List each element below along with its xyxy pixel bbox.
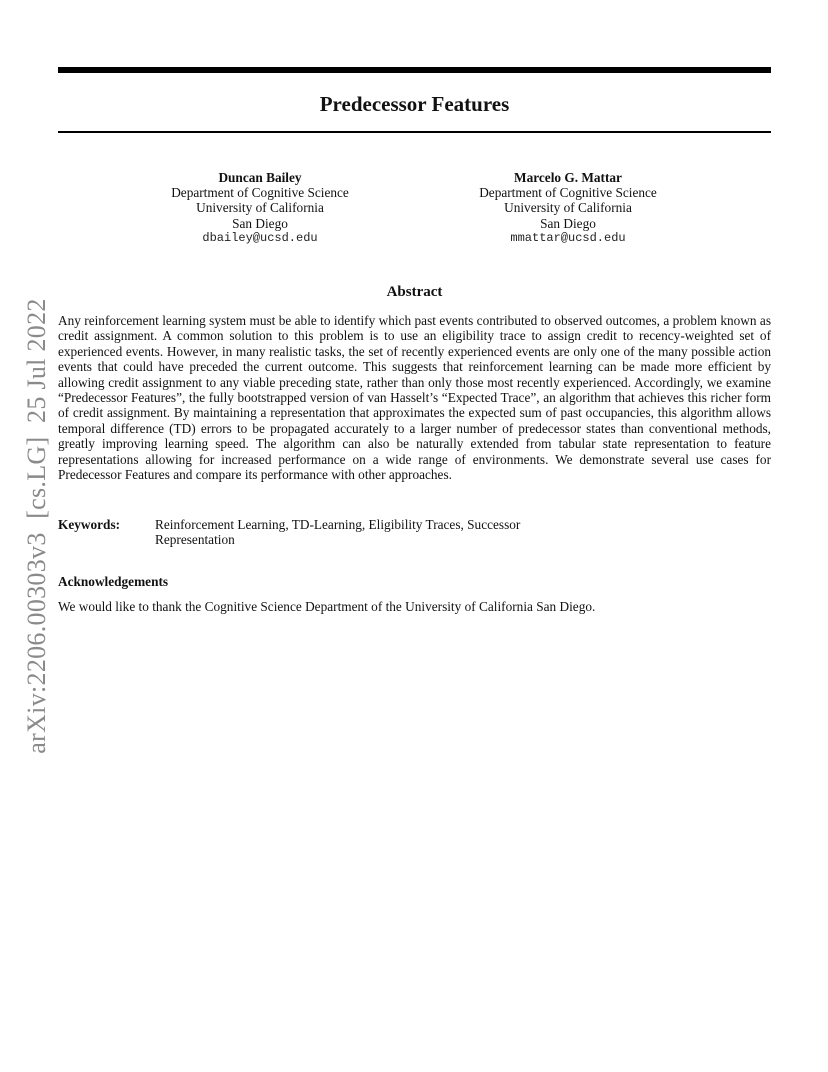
arxiv-identifier-stamp: arXiv:2206.00303v3 [cs.LG] 25 Jul 2022: [22, 298, 51, 754]
acknowledgements-heading: Acknowledgements: [58, 574, 169, 589]
author-block-2: [438, 170, 698, 246]
abstract-heading: Abstract: [386, 284, 443, 300]
author-department: Department of Cognitive Science: [171, 185, 349, 201]
author-university: University of California: [196, 200, 324, 216]
author-university: University of California: [504, 200, 632, 216]
title-top-rule: [58, 67, 771, 73]
author-name: Duncan Bailey: [218, 170, 302, 185]
title-bottom-rule: [58, 131, 771, 133]
author-city: San Diego: [232, 215, 288, 231]
author-block-1: [130, 170, 390, 246]
acknowledgements-text: We would like to thank the Cognitive Science Department of the University of California San Diego.: [58, 599, 596, 614]
author-department: Department of Cognitive Science: [479, 185, 657, 201]
paper-title: Predecessor Features: [319, 92, 510, 116]
keywords-text: Reinforcement Learning, TD-Learning, Eligibility Traces, Successor Representation: [155, 517, 521, 548]
keywords-section: [58, 517, 558, 548]
author-city: San Diego: [540, 215, 596, 231]
abstract-text: Any reinforcement learning system must be able to identify which past events contributed to observed outcomes, a problem known as credit assignment. A common solution to this problem is to use an eligibility trace to assign credit to recency-weighted set of experienced events. However, in many realistic tasks, the set of recently experienced events are only one of the many possible action events that could have preceded the current outcome. This suggests that reinforcement learning can be made more efficient by allowing credit assignment to any viable preceding state, rather than only those most recently experienced. Accordingly, we examine “Predecessor Features”, the fully bootstrapped version of van Hasselt’s “Expected Trace”, an algorithm that achieves this richer form of credit assignment. By maintaining a representation that approximates the expected sum of past occupancies, this algorithm allows temporal difference (TD) errors to be propagated accurately to a larger number of predecessor states than conventional methods, greatly improving learning speed. The algorithm can also be naturally extended from tabular state representation to feature representations allowing for increased performance on a wide range of environments. We demonstrate several use cases for Predecessor Features and compare its performance with other approaches.: [58, 313, 771, 483]
author-email: mmattar@ucsd.edu: [510, 230, 626, 245]
keywords-label: Keywords:: [58, 517, 121, 532]
author-email: dbailey@ucsd.edu: [202, 230, 318, 245]
author-name: Marcelo G. Mattar: [514, 170, 622, 185]
